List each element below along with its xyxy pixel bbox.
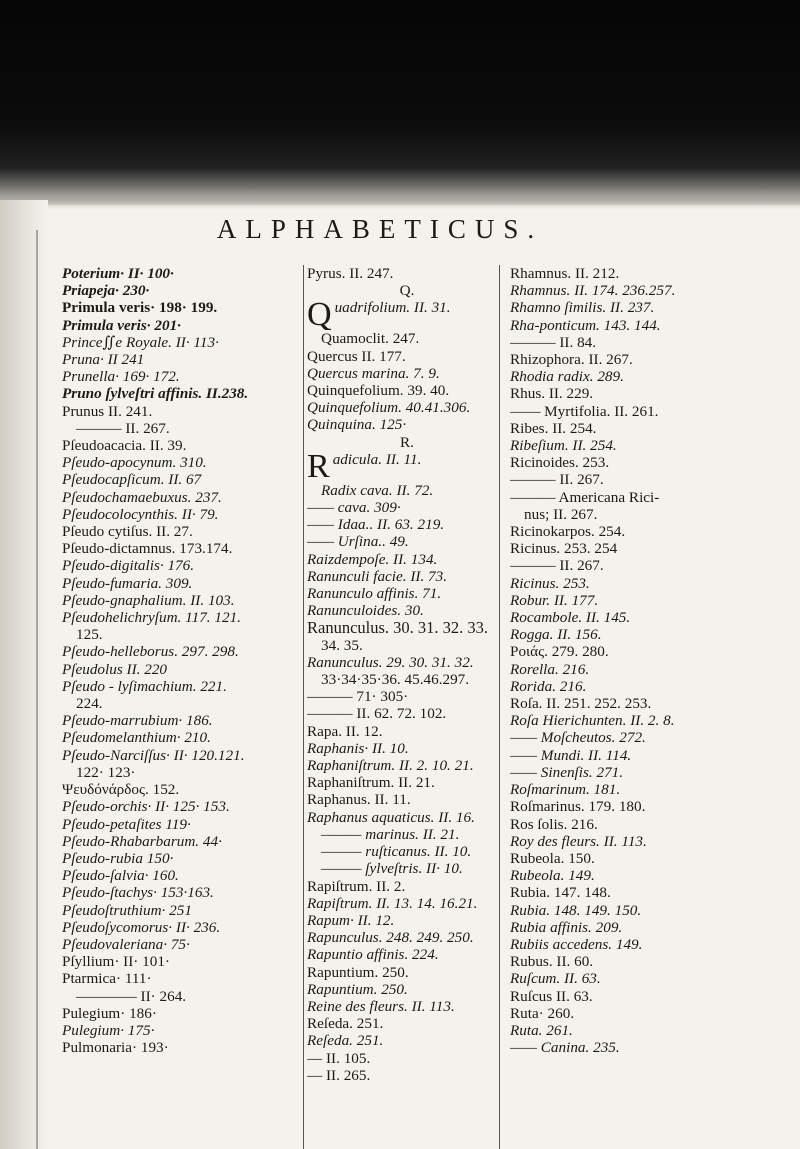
index-entry: Rapiſtrum. II. 13. 14. 16.21.: [307, 894, 478, 912]
index-entry: Rubus. II. 60.: [510, 953, 594, 971]
index-entry: ——— II. 267.: [510, 557, 604, 575]
index-entry: Rorella. 216.: [510, 660, 590, 678]
index-entry: Quercus marina. 7. 9.: [307, 364, 440, 382]
index-entry: — II. 265.: [307, 1066, 371, 1084]
index-entry: Rhamno ſimilis. II. 237.: [510, 299, 655, 317]
index-entry: Primula veris· 198· 199.: [62, 299, 218, 317]
index-entry: Pruno ſylveſtri affinis. II.238.: [62, 385, 249, 403]
index-entry: Rocambole. II. 145.: [510, 609, 631, 627]
index-entry: Raphaniſtrum. II. 21.: [307, 774, 435, 792]
index-entry: ——— ruſticanus. II. 10.: [321, 843, 472, 861]
index-entry: —— Sinenſis. 271.: [510, 763, 624, 781]
index-entry: Ranunculus. 30. 31. 32. 33.: [307, 619, 489, 637]
index-entry: Q.: [399, 282, 415, 300]
index-entry: Roſa. II. 251. 252. 253.: [510, 695, 652, 713]
index-entry: Rapuntium. 250.: [307, 980, 408, 998]
index-entry: — II. 105.: [307, 1049, 371, 1067]
index-entry: Rhodia radix. 289.: [510, 368, 624, 386]
index-entry: ——— Americana Rici-: [510, 488, 660, 506]
index-entry: Pſeudohelichryſum. 117. 121.: [62, 609, 241, 627]
index-entry: Rapuntio affinis. 224.: [307, 946, 439, 964]
index-entry: Pſeudoſycomorus· II· 236.: [62, 918, 221, 936]
index-entry: —— Myrtifolia. II. 261.: [510, 402, 659, 420]
index-entry: Radix cava. II. 72.: [321, 481, 434, 499]
index-entry: Poterium· II· 100·: [62, 265, 174, 282]
index-entry: Ruſcum. II. 63.: [510, 970, 601, 988]
index-entry: 33·34·35·36. 45.46.297.: [321, 671, 470, 689]
index-entry: Pſeudo-marrubium· 186.: [62, 712, 213, 730]
index-entry: Pſeudo-orchis· II· 125· 153.: [62, 798, 230, 816]
index-entry: Pſeudo-rubia 150·: [62, 849, 174, 867]
page-fold-shadow: [0, 188, 800, 210]
index-entry: Raizdempoſe. II. 134.: [307, 550, 438, 568]
index-entry: Ptarmica· 111·: [62, 970, 152, 988]
index-entry: Rubiis accedens. 149.: [510, 935, 643, 953]
index-entry: Ranunculus. 29. 30. 31. 32.: [307, 653, 474, 671]
index-entry: Pſeudocolocynthis. II· 79.: [62, 505, 219, 523]
column-rule-left: [303, 265, 304, 1149]
index-entry: ——— marinus. II. 21.: [321, 825, 460, 843]
index-entry: Raphaniſtrum. II. 2. 10. 21.: [307, 757, 474, 775]
index-entry: Pſeudoſtruthium· 251: [62, 901, 192, 919]
index-entry: ——— II. 267.: [510, 471, 604, 489]
index-entry: Rapuntium. 250.: [307, 963, 409, 981]
index-entry: Pſeudo-fumaria. 309.: [62, 574, 193, 592]
index-entry: —— cava. 309·: [307, 499, 401, 517]
index-entry: Pruna· II 241: [62, 351, 145, 369]
index-entry: Raphanus. II. 11.: [307, 791, 411, 809]
entry-text: uadrifolium. II. 31.: [334, 299, 451, 317]
index-entry: Prunella· 169· 172.: [62, 368, 180, 386]
entry-text: adicula. II. 11.: [332, 450, 422, 468]
index-entry: Pſeudovaleriana· 75·: [62, 935, 190, 953]
index-entry: —— Urſina.. 49.: [307, 533, 409, 551]
index-entry: Priapeja· 230·: [62, 282, 150, 300]
index-entry: —— Mundi. II. 114.: [510, 746, 632, 764]
index-column-left: [62, 265, 294, 1056]
index-entry: Rapum· II. 12.: [307, 911, 395, 929]
index-entry: Quamoclit. 247.: [321, 330, 420, 348]
index-entry: Ροιάς. 279. 280.: [510, 643, 609, 661]
index-entry: ——— II. 62. 72. 102.: [307, 705, 447, 723]
index-entry: Pulmonaria· 193·: [62, 1039, 169, 1057]
index-entry: Quinquefolium. 40.41.306.: [307, 399, 471, 417]
index-entry: Reſeda. 251.: [307, 1015, 384, 1033]
index-entry: 224.: [76, 695, 103, 713]
index-entry: R.: [400, 433, 414, 451]
index-entry: Ricinus. 253.: [510, 574, 590, 592]
index-entry: —— Canina. 235.: [510, 1039, 620, 1057]
drop-capital: Q: [307, 299, 332, 331]
index-entry: Ruta. 261.: [510, 1021, 573, 1039]
index-entry: Roſmarinum. 181.: [510, 781, 621, 799]
index-entry: Ros ſolis. 216.: [510, 815, 598, 833]
index-entry: Prunus II. 241.: [62, 402, 153, 420]
index-entry: 125.: [76, 626, 103, 644]
index-entry: Rubia affinis. 209.: [510, 918, 623, 936]
drop-capital: R: [307, 450, 330, 482]
index-entry: Pſeudo-helleborus. 297. 298.: [62, 643, 239, 661]
index-entry: Pſeudo-dictamnus. 173.174.: [62, 540, 233, 558]
index-entry: Rapiſtrum. II. 2.: [307, 877, 406, 895]
index-entry: Primula veris· 201·: [62, 316, 181, 334]
index-entry: Pſeudocapſicum. II. 67: [62, 471, 202, 489]
index-entry: Rorida. 216.: [510, 677, 587, 695]
index-entry: Reine des fleurs. II. 113.: [307, 997, 455, 1015]
index-entry: Pſeudo cytiſus. II. 27.: [62, 523, 193, 541]
index-entry: Pſeudolus II. 220: [62, 660, 168, 678]
index-entry: Rubeola. 149.: [510, 867, 595, 885]
index-entry: Pſeudochamaebuxus. 237.: [62, 488, 222, 506]
index-column-right: [510, 265, 792, 1056]
index-entry: Robur. II. 177.: [510, 591, 599, 609]
index-entry: [307, 299, 507, 330]
index-entry: —— Idaa.. II. 63. 219.: [307, 516, 445, 534]
index-entry: Rapunculus. 248. 249. 250.: [307, 929, 474, 947]
index-entry: Ranunculoides. 30.: [307, 602, 424, 620]
index-entry: Quinquefolium. 39. 40.: [307, 382, 450, 400]
index-entry: Rubeola. 150.: [510, 849, 595, 867]
index-entry: ———— II· 264.: [76, 987, 187, 1005]
index-entry: [307, 451, 507, 482]
index-entry: Ribeſium. II. 254.: [510, 437, 617, 455]
index-entry: —— Moſcheutos. 272.: [510, 729, 646, 747]
index-entry: ——— 71· 305·: [307, 688, 409, 706]
index-entry: ——— ſylveſtris. II· 10.: [321, 860, 463, 878]
index-entry: Prince∬e Royale. II· 113·: [62, 333, 219, 351]
index-entry: Rhus. II. 229.: [510, 385, 594, 403]
index-entry: Raphanis· II. 10.: [307, 739, 409, 757]
index-entry: Quinquina. 125·: [307, 416, 407, 434]
index-entry: 34. 35.: [321, 636, 363, 654]
book-gutter: [0, 200, 48, 1149]
index-entry: Ribes. II. 254.: [510, 419, 597, 437]
index-entry: Ruta· 260.: [510, 1004, 575, 1022]
index-entry: Ruſcus II. 63.: [510, 987, 593, 1005]
index-entry: Ψευδόνάρδος. 152.: [62, 781, 180, 799]
index-entry: Roſmarinus. 179. 180.: [510, 798, 646, 816]
index-entry: Roy des fleurs. II. 113.: [510, 832, 647, 850]
index-column-middle: [307, 265, 507, 1084]
index-entry: Roſa Hierichunten. II. 2. 8.: [510, 712, 675, 730]
index-entry: Rhamnus. II. 212.: [510, 265, 620, 282]
index-entry: Pulegium· 186·: [62, 1004, 157, 1022]
index-entry: Rhamnus. II. 174. 236.257.: [510, 282, 676, 300]
index-entry: 122· 123·: [76, 763, 136, 781]
index-entry: Rubia. 148. 149. 150.: [510, 901, 642, 919]
dark-background-above-page: [0, 0, 800, 205]
index-entry: Ranunculi facie. II. 73.: [307, 567, 448, 585]
index-entry: Pſeudomelanthium· 210.: [62, 729, 211, 747]
index-entry: Rha-ponticum. 143. 144.: [510, 316, 661, 334]
index-entry: ——— II. 267.: [76, 419, 170, 437]
running-head: ALPHABETICUS.: [216, 214, 544, 244]
index-entry: ——— II. 84.: [510, 333, 597, 351]
page-edge-line: [36, 230, 38, 1149]
index-entry: Raphanus aquaticus. II. 16.: [307, 808, 475, 826]
index-entry: Ricinokarpos. 254.: [510, 523, 626, 541]
index-entry: Rhizophora. II. 267.: [510, 351, 633, 369]
index-entry: Pſeudo-ſalvia· 160.: [62, 867, 179, 885]
index-entry: Pſeudo-petaſites 119·: [62, 815, 191, 833]
index-entry: Pſeudo-apocynum. 310.: [62, 454, 207, 472]
index-entry: Pſeudo-gnaphalium. II. 103.: [62, 591, 235, 609]
index-entry: Ricinoides. 253.: [510, 454, 610, 472]
index-entry: Rapa. II. 12.: [307, 722, 383, 740]
index-entry: Pſeudo-Rhabarbarum. 44·: [62, 832, 222, 850]
index-entry: Rogga. II. 156.: [510, 626, 602, 644]
index-entry: Pſeudo-ſtachys· 153·163.: [62, 884, 214, 902]
index-entry: Ricinus. 253. 254: [510, 540, 618, 558]
index-entry: nus; II. 267.: [524, 505, 598, 523]
index-entry: Pſeudo-digitalis· 176.: [62, 557, 195, 575]
index-entry: Pſyllium· II· 101·: [62, 953, 170, 971]
index-entry: Rubia. 147. 148.: [510, 884, 611, 902]
index-entry: Quercus II. 177.: [307, 347, 406, 365]
index-entry: Pyrus. II. 247.: [307, 265, 394, 282]
index-entry: Pſeudoacacia. II. 39.: [62, 437, 187, 455]
index-entry: Ranunculo affinis. 71.: [307, 585, 442, 603]
index-entry: Pſeudo - lyſimachium. 221.: [62, 677, 227, 695]
index-entry: Pulegium· 175·: [62, 1021, 155, 1039]
index-entry: Pſeudo-Narciſſus· II· 120.121.: [62, 746, 245, 764]
index-entry: Reſeda. 251.: [307, 1032, 384, 1050]
